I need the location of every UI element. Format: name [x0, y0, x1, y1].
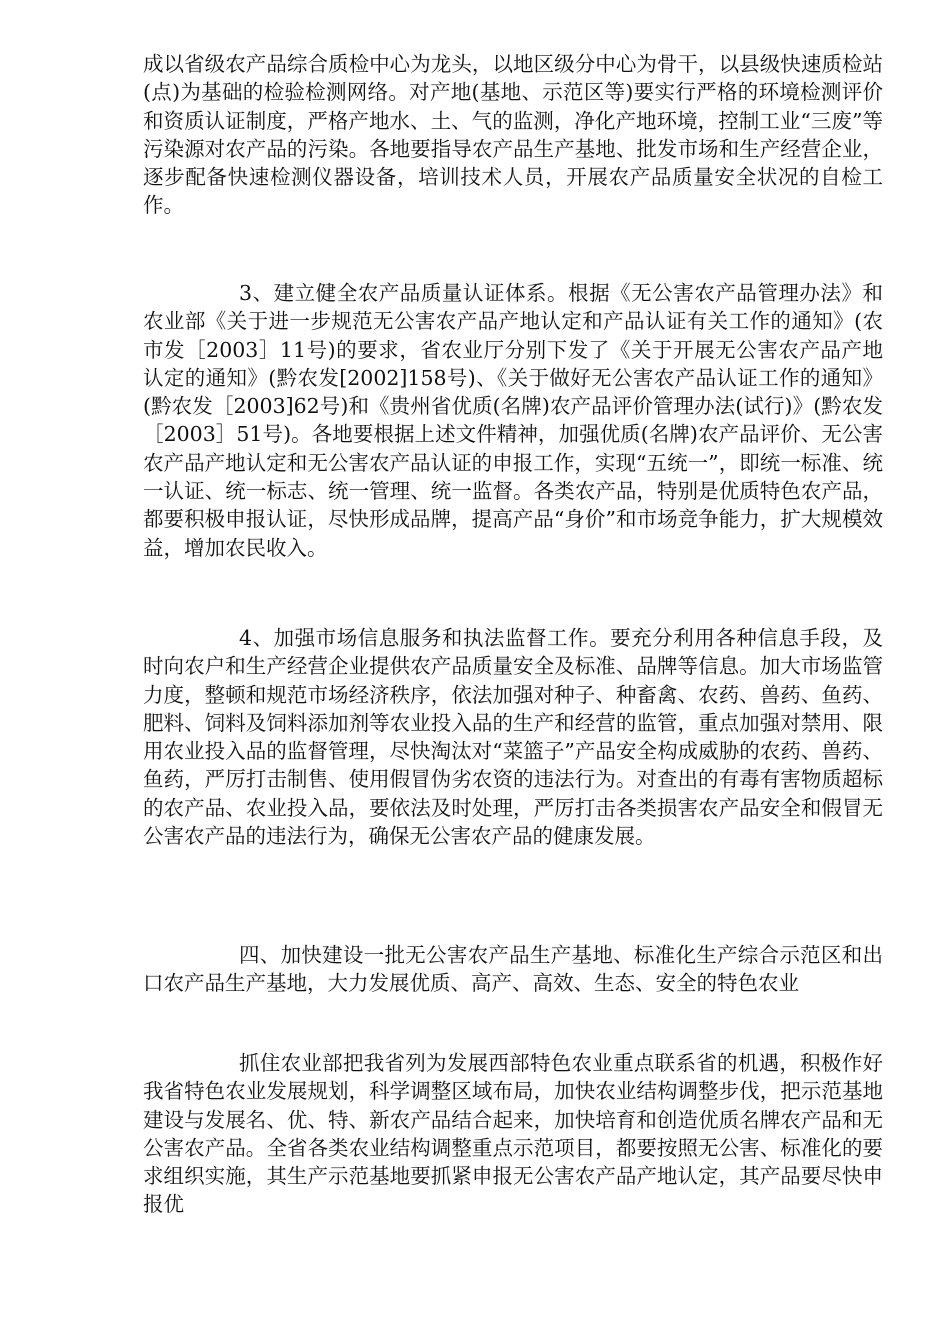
- paragraph-continuation: 成以省级农产品综合质检中心为龙头，以地区级分中心为骨干，以县级快速质检站(点)为基础的检验检测网络。对产地(基地、示范区等)要实行严格的环境检测评价和资质认证制度，严格产地水、土、气的监测，净化产地环境，控制工业“三废”等污染源对农产品的污染。各地要指导农产品生产基地、批发市场和生产经营企业，逐步配备快速检测仪器设备，培训技术人员，开展农产品质量安全状况的自检工作。: [143, 52, 883, 218]
- paragraph-market-supervision: 4、加强市场信息服务和执法监督工作。要充分利用各种信息手段，及时向农户和生产经营企业提供农产品质量安全及标准、品牌等信息。加大市场监管力度，整顿和规范市场经济秩序，依法加强对种子、种畜禽、农药、兽药、鱼药、肥料、饲料及饲料添加剂等农业投入品的生产和经营的监管，重点加强对禁用、限用农业投入品的监督管理，尽快淘汰对“菜篮子”产品安全构成威胁的农药、兽药、鱼药，严厉打击制售、使用假冒伪劣农资的违法行为。对查出的有毒有害物质超标的农产品、农业投入品，要依法及时处理，严厉打击各类损害农产品安全和假冒无公害农产品的违法行为，确保无公害农产品的健康发展。: [143, 626, 883, 849]
- section-heading-four: 四、加快建设一批无公害农产品生产基地、标准化生产综合示范区和出口农产品生产基地，大力发展优质、高产、高效、生态、安全的特色农业: [143, 943, 883, 996]
- paragraph-certification-system: 3、建立健全农产品质量认证体系。根据《无公害农产品管理办法》和农业部《关于进一步规范无公害农产品产地认定和产品认证有关工作的通知》(农市发［2003］11号)的要求，省农业厅分别下发了《关于开展无公害农产品产地认定的通知》(黔农发[2002]158号)、《关于做好无公害农产品认证工作的通知》(黔农发［2003]62号)和《贵州省优质(名牌)农产品评价管理办法(试行)》(黔农发［2003］51号)。各地要根据上述文件精神，加强优质(名牌)农产品评价、无公害农产品产地认定和无公害农产品认证的申报工作，实现“五统一”，即统一标准、统一认证、统一标志、统一管理、统一监督。各类农产品，特别是优质特色农产品，都要积极申报认证，尽快形成品牌，提高产品“身价”和市场竞争能力，扩大规模效益，增加农民收入。: [143, 281, 883, 560]
- paragraph-specialty-agriculture: 抓住农业部把我省列为发展西部特色农业重点联系省的机遇，积极作好我省特色农业发展规划，科学调整区域布局，加快农业结构调整步伐，把示范基地建设与发展名、优、特、新农产品结合起来，加快培育和创造优质名牌农产品和无公害农产品。全省各类农业结构调整重点示范项目，都要按照无公害、标准化的要求组织实施，其生产示范基地要抓紧申报无公害农产品产地认定，其产品要尽快申报优: [143, 1051, 883, 1217]
